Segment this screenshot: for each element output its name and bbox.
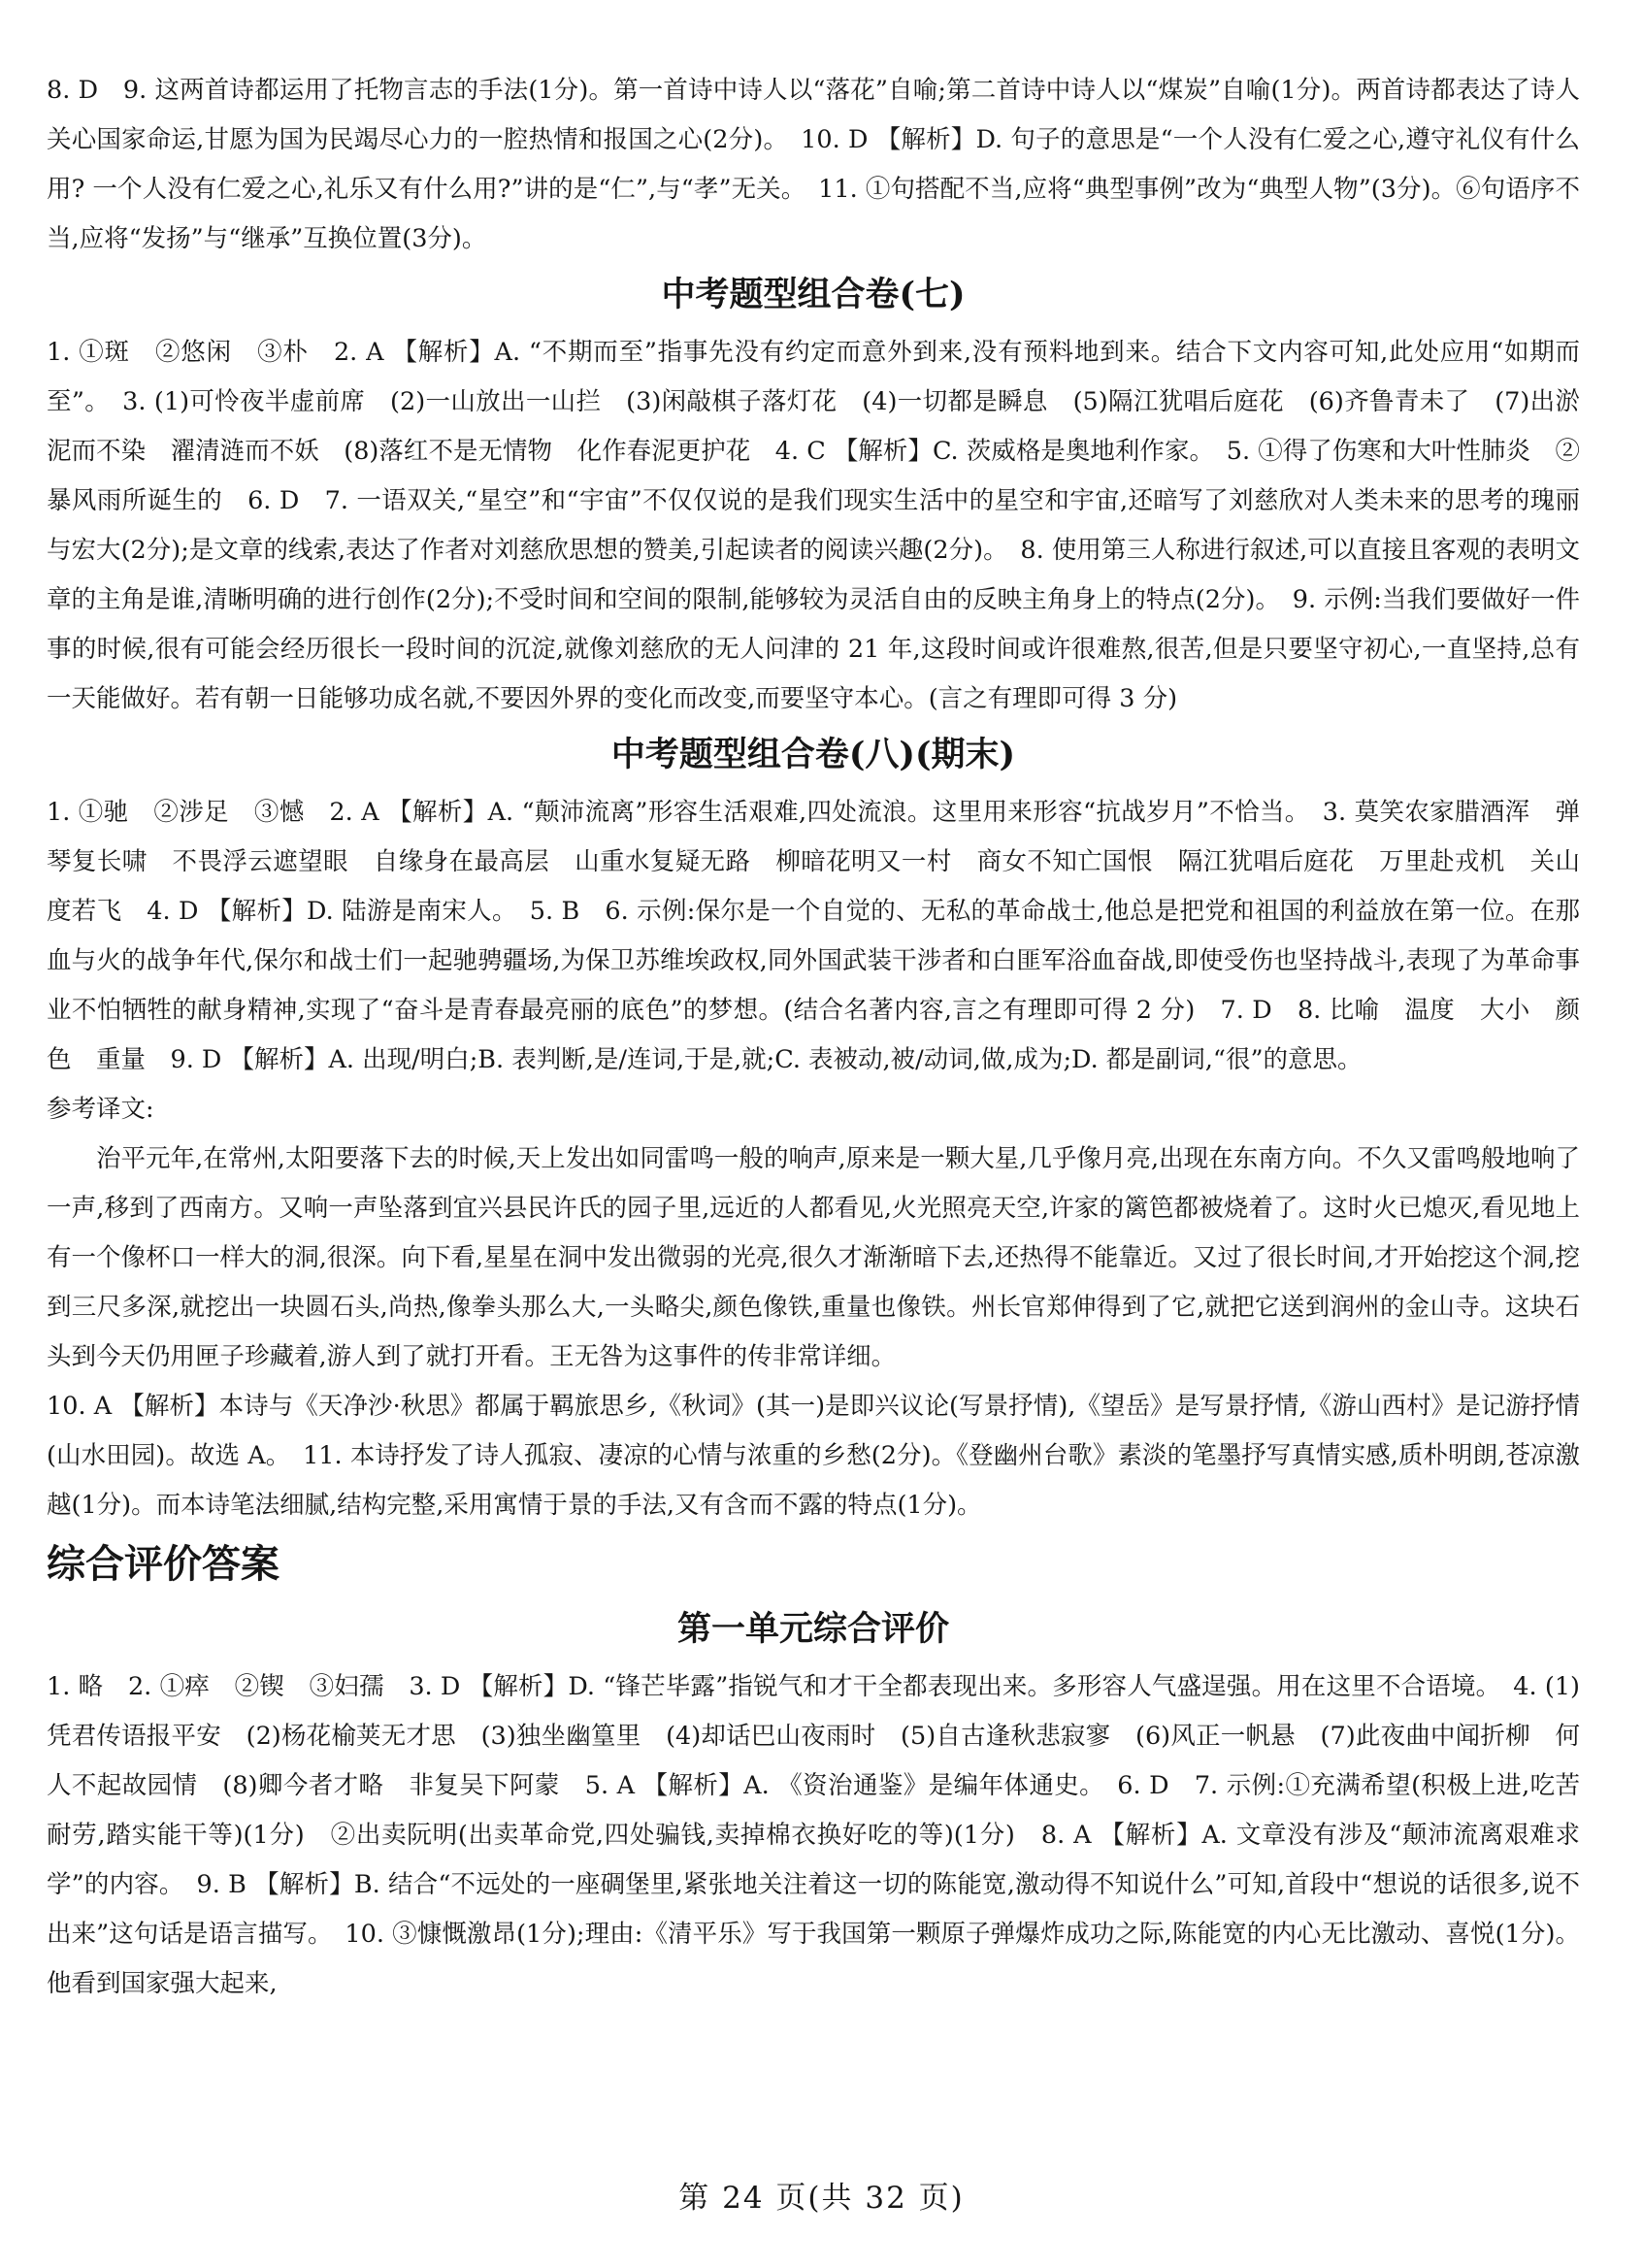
translation-label: 参考译文:: [47, 1095, 154, 1124]
section-title-exam-7: 中考题型组合卷(七): [661, 275, 966, 314]
answer-paragraph: 8. D 9. 这两首诗都运用了托物言志的手法(1分)。第一首诗中诗人以“落花”自喻;第二首诗中诗人以“煤炭”自喻(1分)。两首诗都表达了诗人关心国家命运,甘愿为国为民竭尽心力的一腔热情和报国之心(2分)。 10. D 【解析】D. 句子的意思是“一个人没有仁爱之心,遵守礼仪有什么用? 一个人没有仁爱之心,礼乐又有什么用?”讲的是“仁”,与“孝”无关。 11. ①句搭配不当,应将“典型事例”改为“典型人物”(3分)。⑥句语序不当,应将“发扬”与“继承”互换位置(3分)。: [47, 76, 1580, 253]
answer-paragraph: 1. ①驰 ②涉足 ③憾 2. A 【解析】A. “颠沛流离”形容生活艰难,四处流浪。这里用来形容“抗战岁月”不恰当。 3. 莫笑农家腊酒浑 弹琴复长啸 不畏浮云遮望眼 自缘身在最高层 山重水复疑无路 柳暗花明又一村 商女不知亡国恨 隔江犹唱后庭花 万里赴戎机 关山度若飞 4. D 【解析】D. 陆游是南宋人。 5. B 6. 示例:保尔是一个自觉的、无私的革命战士,他总是把党和祖国的利益放在第一位。在那血与火的战争年代,保尔和战士们一起驰骋疆场,为保卫苏维埃政权,同外国武装干涉者和白匪军浴血奋战,即使受伤也坚持战斗,表现了为革命事业不怕牺牲的献身精神,实现了“奋斗是青春最亮丽的底色”的梦想。(结合名著内容,言之有理即可得 2 分) 7. D 8. 比喻 温度 大小 颜色 重量 9. D 【解析】A. 出现/明白;B. 表判断,是/连词,于是,就;C. 表被动,被/动词,做,成为;D. 都是副词,“很”的意思。: [47, 798, 1580, 1074]
section-title-unit-1: 第一单元综合评价: [676, 1609, 949, 1649]
answer-paragraph: 1. ①斑 ②悠闲 ③朴 2. A 【解析】A. “不期而至”指事先没有约定而意外到来,没有预料地到来。结合下文内容可知,此处应用“如期而至”。 3. (1)可怜夜半虚前席 (2)一山放出一山拦 (3)闲敲棋子落灯花 (4)一切都是瞬息 (5)隔江犹唱后庭花 (6)齐鲁青未了 (7)出淤泥而不染 濯清涟而不妖 (8)落红不是无情物 化作春泥更护花 4. C 【解析】C. 茨威格是奥地利作家。 5. ①得了伤寒和大叶性肺炎 ②暴风雨所诞生的 6. D 7. 一语双关,“星空”和“宇宙”不仅仅说的是我们现实生活中的星空和宇宙,还暗写了刘慈欣对人类未来的思考的瑰丽与宏大(2分);是文章的线索,表达了作者对刘慈欣思想的赞美,引起读者的阅读兴趣(2分)。 8. 使用第三人称进行叙述,可以直接且客观的表明文章的主角是谁,清晰明确的进行创作(2分);不受时间和空间的限制,能够较为灵活自由的反映主角身上的特点(2分)。 9. 示例:当我们要做好一件事的时候,很有可能会经历很长一段时间的沉淀,就像刘慈欣的无人问津的 21 年,这段时间或许很难熬,很苦,但是只要坚守初心,一直坚持,总有一天能做好。若有朝一日能够功成名就,不要因外界的变化而改变,而要坚守本心。(言之有理即可得 3 分): [47, 338, 1580, 713]
chapter-heading: 综合评价答案: [47, 1542, 279, 1587]
page-number: 第 24 页(共 32 页): [678, 2181, 965, 2216]
answer-page: [47, 66, 1580, 2009]
answer-paragraph: 1. 略 2. ①瘁 ②锲 ③妇孺 3. D 【解析】D. “锋芒毕露”指锐气和才干全都表现出来。多形容人气盛逞强。用在这里不合语境。 4. (1)凭君传语报平安 (2)杨花榆荚无才思 (3)独坐幽篁里 (4)却话巴山夜雨时 (5)自古逢秋悲寂寥 (6)风正一帆悬 (7)此夜曲中闻折柳 何人不起故园情 (8)卿今者才略 非复吴下阿蒙 5. A 【解析】A. 《资治通鉴》是编年体通史。 6. D 7. 示例:①充满希望(积极上进,吃苦耐劳,踏实能干等)(1分) ②出卖阮明(出卖革命党,四处骗钱,卖掉棉衣换好吃的等)(1分) 8. A 【解析】A. 文章没有涉及“颠沛流离艰难求学”的内容。 9. B 【解析】B. 结合“不远处的一座碉堡里,紧张地关注着这一切的陈能宽,激动得不知说什么”可知,首段中“想说的话很多,说不出来”这句话是语言描写。 10. ③慷慨激昂(1分);理由:《清平乐》写于我国第一颗原子弹爆炸成功之际,陈能宽的内心无比激动、喜悦(1分)。他看到国家强大起来,: [47, 1672, 1580, 1998]
translation-paragraph: 治平元年,在常州,太阳要落下去的时候,天上发出如同雷鸣一般的响声,原来是一颗大星,几乎像月亮,出现在东南方向。不久又雷鸣般地响了一声,移到了西南方。又响一声坠落到宜兴县民许氏的园子里,远近的人都看见,火光照亮天空,许家的篱笆都被烧着了。这时火已熄灭,看见地上有一个像杯口一样大的洞,很深。向下看,星星在洞中发出微弱的光亮,很久才渐渐暗下去,还热得不能靠近。又过了很长时间,才开始挖这个洞,挖到三尺多深,就挖出一块圆石头,尚热,像拳头那么大,一头略尖,颜色像铁,重量也像铁。州长官郑伸得到了它,就把它送到润州的金山寺。这块石头到今天仍用匣子珍藏着,游人到了就打开看。王无咎为这事件的传非常详细。: [47, 1144, 1580, 1371]
section-title-exam-8: 中考题型组合卷(八)(期末): [610, 735, 1016, 774]
answer-paragraph: 10. A 【解析】本诗与《天净沙·秋思》都属于羁旅思乡,《秋词》(其一)是即兴议论(写景抒情),《望岳》是写景抒情,《游山西村》是记游抒情(山水田园)。故选 A。 11. 本诗抒发了诗人孤寂、凄凉的心情与浓重的乡愁(2分)。《登幽州台歌》素淡的笔墨抒写真情实感,质朴明朗,苍凉激越(1分)。而本诗笔法细腻,结构完整,采用寓情于景的手法,又有含而不露的特点(1分)。: [47, 1392, 1580, 1520]
